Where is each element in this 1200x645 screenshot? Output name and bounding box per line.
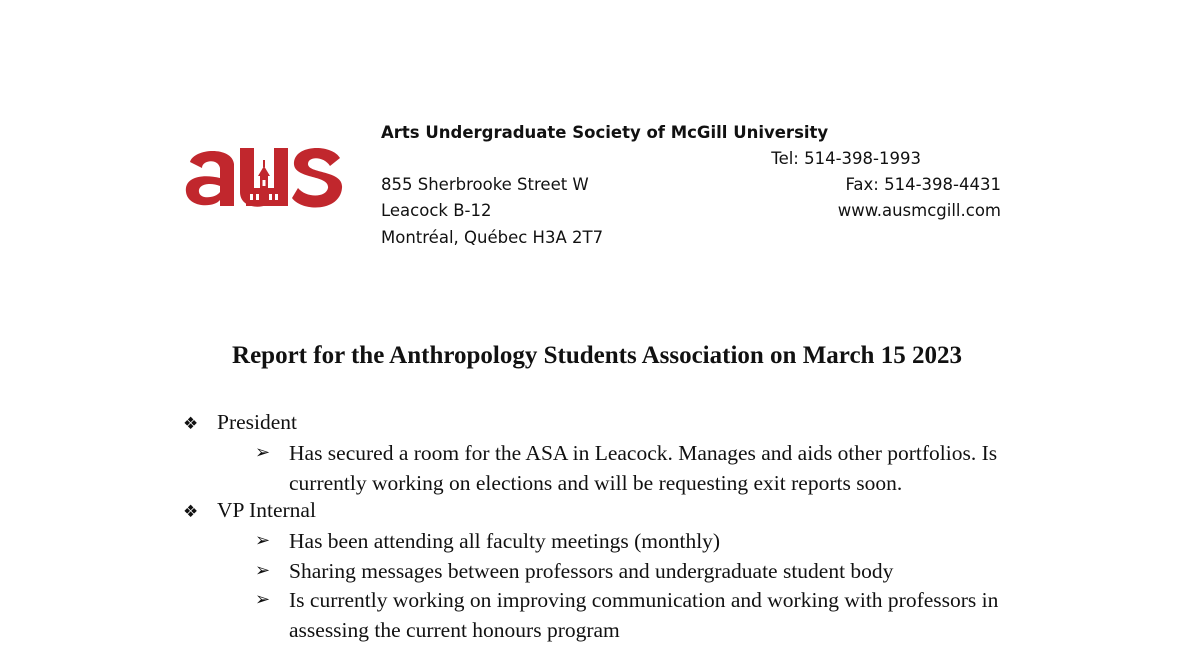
address-city: Montréal, Québec H3A 2T7 [381,228,604,247]
item-arrow-icon: ➢ [255,589,271,610]
section-label-president: President [217,410,298,434]
address-street: 855 Sherbrooke Street W [381,175,589,194]
item-arrow-icon: ➢ [255,560,271,581]
report-title: Report for the Anthropology Students Association on March 15 2023 [232,342,962,369]
list-item: Is currently working on improving communication and working with professors in assessing the current honours program [289,588,999,642]
fax-number: Fax: 514-398-4431 [845,175,1001,194]
list-item: Sharing messages between professors and undergraduate student body [289,559,894,583]
list-item: Has secured a room for the ASA in Leacock. Manages and aids other portfolios. Is currently working on elections and will be requesting exit reports soon. [289,441,998,495]
section-label-vp-internal: VP Internal [217,498,316,522]
item-arrow-icon: ➢ [255,442,271,463]
address-building: Leacock B-12 [381,201,492,220]
aus-logo [184,140,344,210]
telephone-number: Tel: 514-398-1993 [771,149,921,168]
section-bullet-icon: ❖ [183,502,199,522]
section-bullet-icon: ❖ [183,414,199,434]
item-arrow-icon: ➢ [255,530,271,551]
organization-name: Arts Undergraduate Society of McGill University [381,123,829,142]
website-link[interactable]: www.ausmcgill.com [837,201,1001,220]
list-item: Has been attending all faculty meetings (monthly) [289,529,721,553]
